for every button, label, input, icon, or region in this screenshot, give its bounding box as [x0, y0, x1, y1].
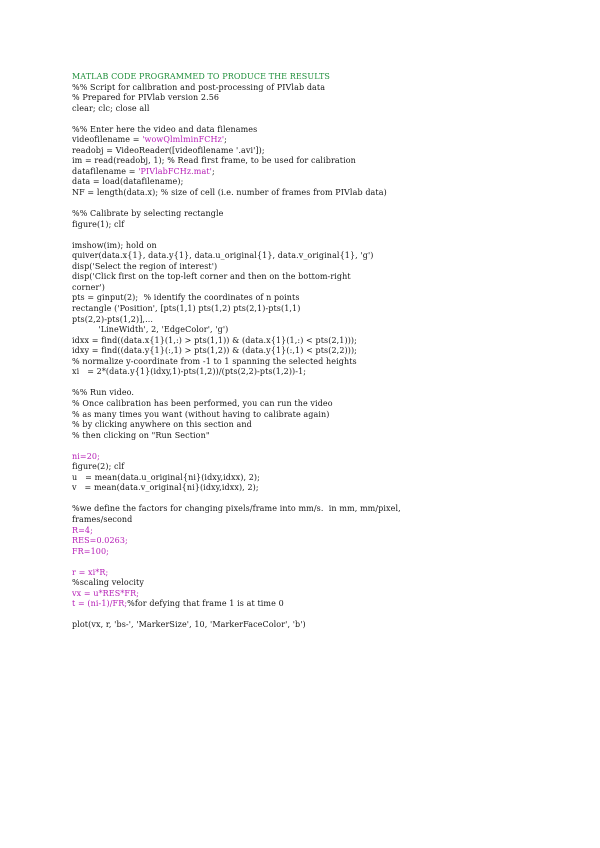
code-line: % Prepared for PIVlab version 2.56 — [72, 93, 220, 103]
code-line: R=4; — [72, 525, 93, 535]
section-heading: MATLAB CODE PROGRAMMED TO PRODUCE THE RESULTS — [72, 72, 331, 81]
code-text: ; — [211, 166, 215, 176]
code-line: % by clicking anywhere on this section and — [72, 420, 252, 430]
code-line: %% Script for calibration and post-processing of PIVlab data — [72, 82, 326, 92]
code-line: pts(2,2)-pts(1,2)],... — [72, 314, 154, 324]
code-line: figure(1); clf — [72, 219, 125, 229]
code-line — [72, 599, 592, 610]
code-line: idxx = find((data.x{1}(1,:) > pts(1,1)) & (data.x{1}(1,:) < pts(2,1))); — [72, 335, 357, 345]
code-text: videofilename = — [72, 135, 143, 145]
string-literal: 'wowQlmlminFCHz' — [142, 135, 225, 145]
code-line: idxy = find((data.y{1}(:,1) > pts(1,2)) & (data.y{1}(:,1) < pts(2,2))); — [72, 346, 357, 356]
code-line — [72, 135, 592, 146]
code-line: rectangle ('Position', [pts(1,1) pts(1,2) pts(2,1)-pts(1,1) — [72, 304, 301, 314]
blank-line — [72, 114, 592, 125]
code-line: %% Run video. — [72, 388, 135, 398]
code-line: frames/second — [72, 514, 133, 524]
blank-line — [72, 610, 592, 621]
code-line: % normalize y-coordinate from -1 to 1 spanning the selected heights — [72, 356, 357, 366]
code-line: NF = length(data.x); % size of cell (i.e. number of frames from PIVlab data) — [72, 188, 387, 198]
code-line: FR=100; — [72, 546, 109, 556]
code-line: imshow(im); hold on — [72, 240, 157, 250]
code-line: corner') — [72, 282, 105, 292]
code-text: ; — [224, 135, 227, 145]
code-line: %% Enter here the video and data filenames — [72, 124, 258, 134]
code-text: t = (ni-1)/FR; — [72, 599, 128, 609]
code-line: 'LineWidth', 2, 'EdgeColor', 'g') — [72, 325, 229, 335]
code-line: %we define the factors for changing pixels/frame into mm/s. in mm, mm/pixel, — [72, 504, 401, 514]
code-line: u = mean(data.u_original{ni}(idxy,idxx), 2); — [72, 472, 260, 482]
code-line: clear; clc; close all — [72, 103, 150, 113]
code-line: r = xi*R; — [72, 567, 109, 577]
code-line: disp('Select the region of interest') — [72, 261, 218, 271]
code-line: quiver(data.x{1}, data.y{1}, data.u_original{1}, data.v_original{1}, 'g') — [72, 251, 374, 261]
blank-line — [72, 230, 592, 241]
code-text: datafilename = — [72, 166, 139, 176]
code-line: % as many times you want (without having to calibrate again) — [72, 409, 330, 419]
blank-line — [72, 199, 592, 210]
code-line: RES=0.0263; — [72, 536, 128, 546]
code-line: % Once calibration has been performed, you can run the video — [72, 398, 333, 408]
code-line: plot(vx, r, 'bs-', 'MarkerSize', 10, 'MarkerFaceColor', 'b') — [72, 620, 306, 630]
blank-line — [72, 557, 592, 568]
code-line — [72, 167, 592, 178]
code-line: %scaling velocity — [72, 578, 144, 588]
code-line: xi = 2*(data.y{1}(idxy,1)-pts(1,2))/(pts(2,2)-pts(1,2))-1; — [72, 367, 307, 377]
code-line: im = read(readobj, 1); % Read first frame, to be used for calibration — [72, 156, 356, 166]
code-line: v = mean(data.v_original{ni}(idxy,idxx), 2); — [72, 483, 259, 493]
code-line: vx = u*RES*FR; — [72, 588, 139, 598]
code-line: pts = ginput(2); % identify the coordinates of n points — [72, 293, 300, 303]
code-line: ni=20; — [72, 451, 100, 461]
code-line: disp('Click first on the top-left corner and then on the bottom-right — [72, 272, 351, 282]
blank-line — [72, 441, 592, 452]
code-line: figure(2); clf — [72, 462, 125, 472]
code-line: %% Calibrate by selecting rectangle — [72, 209, 224, 219]
code-line: % then clicking on "Run Section" — [72, 430, 210, 440]
code-line: readobj = VideoReader([videofilename '.avi']); — [72, 145, 265, 155]
code-line: data = load(datafilename); — [72, 177, 184, 187]
matlab-code-listing — [72, 72, 592, 631]
blank-line — [72, 378, 592, 389]
code-comment: %for defying that frame 1 is at time 0 — [127, 599, 284, 609]
string-literal: 'PIVlabFCHz.mat' — [138, 166, 212, 176]
blank-line — [72, 494, 592, 505]
